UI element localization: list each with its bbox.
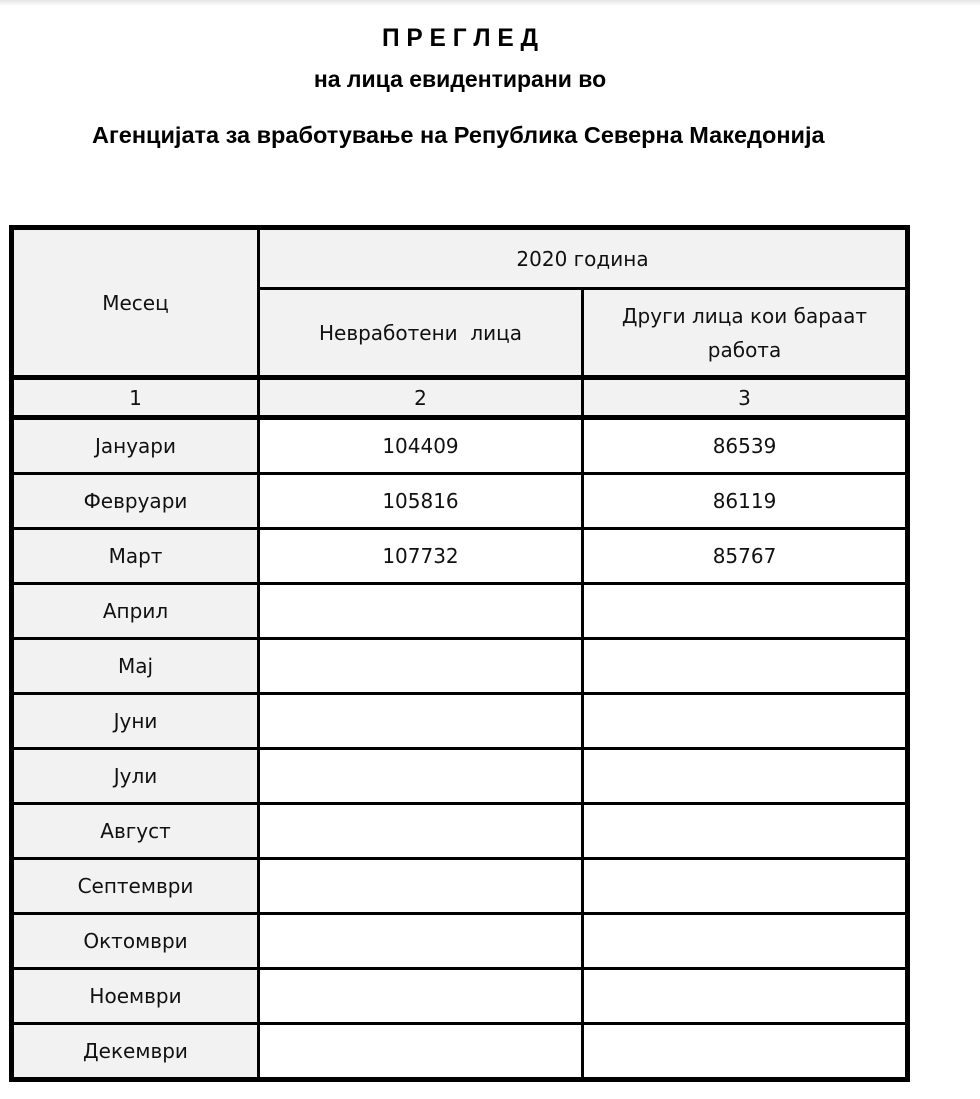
other-job-seekers-cell [583,914,908,969]
table-row [12,749,908,804]
other-job-seekers-cell: 86119 [583,474,908,529]
table-row [12,969,908,1024]
table-row [12,859,908,914]
other-job-seekers-cell [583,639,908,694]
header-unemployed: Невработени лица [259,289,583,378]
month-cell: Јуни [12,694,259,749]
registered-persons-table [9,225,910,1082]
month-cell: Декември [12,1024,259,1080]
unemployed-cell: 104409 [259,418,583,474]
other-job-seekers-cell [583,969,908,1024]
unemployed-cell [259,694,583,749]
page-top-edge [0,0,980,6]
other-job-seekers-cell: 86539 [583,418,908,474]
other-job-seekers-cell [583,694,908,749]
table-row [12,804,908,859]
month-cell: Април [12,584,259,639]
table-row [12,1024,908,1080]
month-cell: Август [12,804,259,859]
other-job-seekers-cell: 85767 [583,529,908,584]
table-row [12,474,908,529]
column-number-3: 3 [583,378,908,418]
unemployed-cell: 105816 [259,474,583,529]
header-year: 2020 година [259,228,908,289]
unemployed-cell [259,749,583,804]
table-row [12,584,908,639]
column-number-1: 1 [12,378,259,418]
unemployed-cell [259,804,583,859]
unemployed-cell [259,639,583,694]
table-row [12,418,908,474]
unemployed-cell [259,584,583,639]
month-cell: Јануари [12,418,259,474]
table-row [12,639,908,694]
column-number-2: 2 [259,378,583,418]
header-month: Месец [12,228,259,378]
other-job-seekers-cell [583,749,908,804]
month-cell: Октомври [12,914,259,969]
table-row [12,914,908,969]
other-job-seekers-cell [583,1024,908,1080]
table-row [12,529,908,584]
month-cell: Ноември [12,969,259,1024]
table-row [12,694,908,749]
unemployed-cell [259,1024,583,1080]
other-job-seekers-cell [583,804,908,859]
unemployed-cell: 107732 [259,529,583,584]
month-cell: Мај [12,639,259,694]
document-title: П Р Е Г Л Е Д [381,24,539,52]
other-job-seekers-cell [583,859,908,914]
column-number-row [12,378,908,418]
unemployed-cell [259,859,583,914]
header-row-year [12,228,908,289]
agency-name: Агенцијата за вработување на Република Северна Македонија [92,122,825,148]
other-job-seekers-cell [583,584,908,639]
month-cell: Февруари [12,474,259,529]
month-cell: Март [12,529,259,584]
month-cell: Септември [12,859,259,914]
header-other-job-seekers: Други лица кои бараат работа [583,289,908,378]
unemployed-cell [259,914,583,969]
document-subtitle: на лица евидентирани во [313,66,607,92]
unemployed-cell [259,969,583,1024]
month-cell: Јули [12,749,259,804]
